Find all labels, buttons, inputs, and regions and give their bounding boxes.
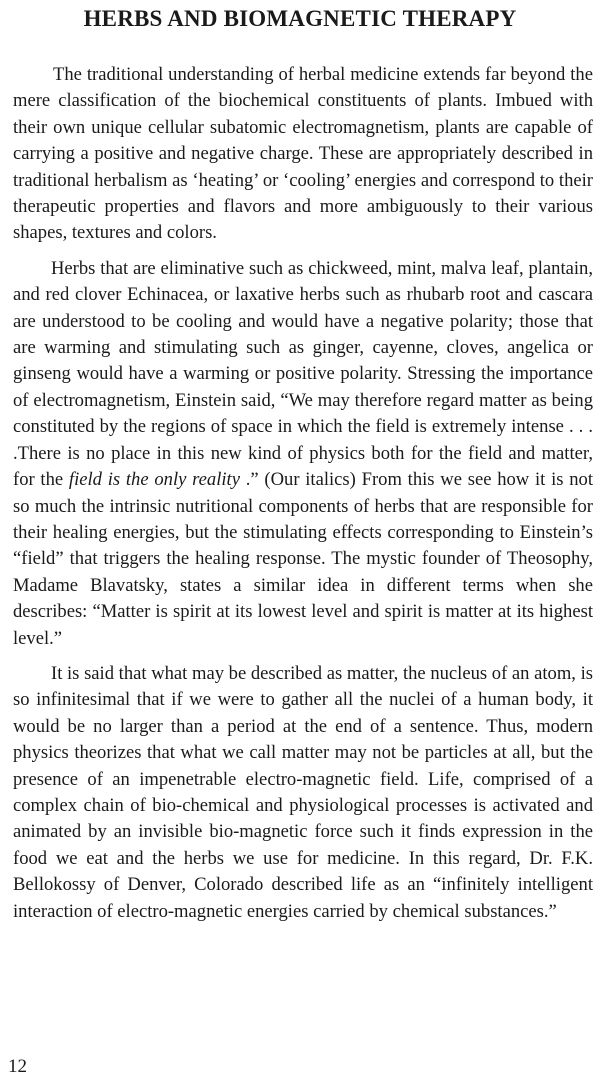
paragraph-2-italic-quote: field is the only reality (68, 469, 240, 491)
page-number: 12 (8, 1056, 27, 1077)
paragraph-2 (13, 256, 593, 652)
page-title: HERBS AND BIOMAGNETIC THERAPY (83, 6, 517, 31)
paragraph-2-text-b: .” (Our italics) From this we see how it is not so much the intrinsic nutritional components of herbs that are responsible for their healing energies, but the stimulating effects corresponding to Einstein’s “field” that triggers the healing response. The mystic founder of Theosophy, Madame Blavatsky, states a similar idea in different terms when she describes: “Matter is spirit at its lowest level and spirit is matter at its highest level.” (13, 469, 594, 649)
paragraph-3: It is said that what may be described as matter, the nucleus of an atom, is so infinitesimal that if we were to gather all the nuclei of a human body, it would be no larger than a period at the end of a sentence. Thus, modern physics theorizes that what we call matter may not be particles at all, but the presence of an impenetrable electro-magnetic field. Life, comprised of a complex chain of bio-chemical and physiological processes is activated and animated by an invisible bio-magnetic force such it finds expression in the food we eat and the herbs we use for medicine. In this regard, Dr. F.K. Bellokossy of Denver, Colorado described life as an “infinitely intelligent interaction of electro-magnetic energies carried by chemical substances.” (13, 662, 593, 922)
body-text (13, 62, 593, 925)
paragraph-2-text-a: Herbs that are eliminative such as chickweed, mint, malva leaf, plantain, and red clover Echinacea, or laxative herbs such as rhubarb root and cascara are understood to be cooling and would have a negative polarity; those that are warming and stimulating such as ginger, cayenne, cloves, angelica or ginseng would have a warming or positive polarity. Stressing the importance of electromagnetism, Einstein said, “We may therefore regard matter as being constituted by the regions of space in which the field is extremely intense . . . .There is no place in this new kind of physics both for the field and matter, for the (13, 257, 593, 491)
paragraph-1: The traditional understanding of herbal medicine extends far beyond the mere classification of the biochemical constituents of plants. Imbued with their own unique cellular subatomic electromagnetism, plants are capable of carrying a positive and negative charge. These are appropriately described in traditional herbalism as ‘heating’ or ‘cooling’ energies and correspond to their therapeutic properties and flavors and more ambiguously to their various shapes, textures and colors. (13, 64, 593, 244)
